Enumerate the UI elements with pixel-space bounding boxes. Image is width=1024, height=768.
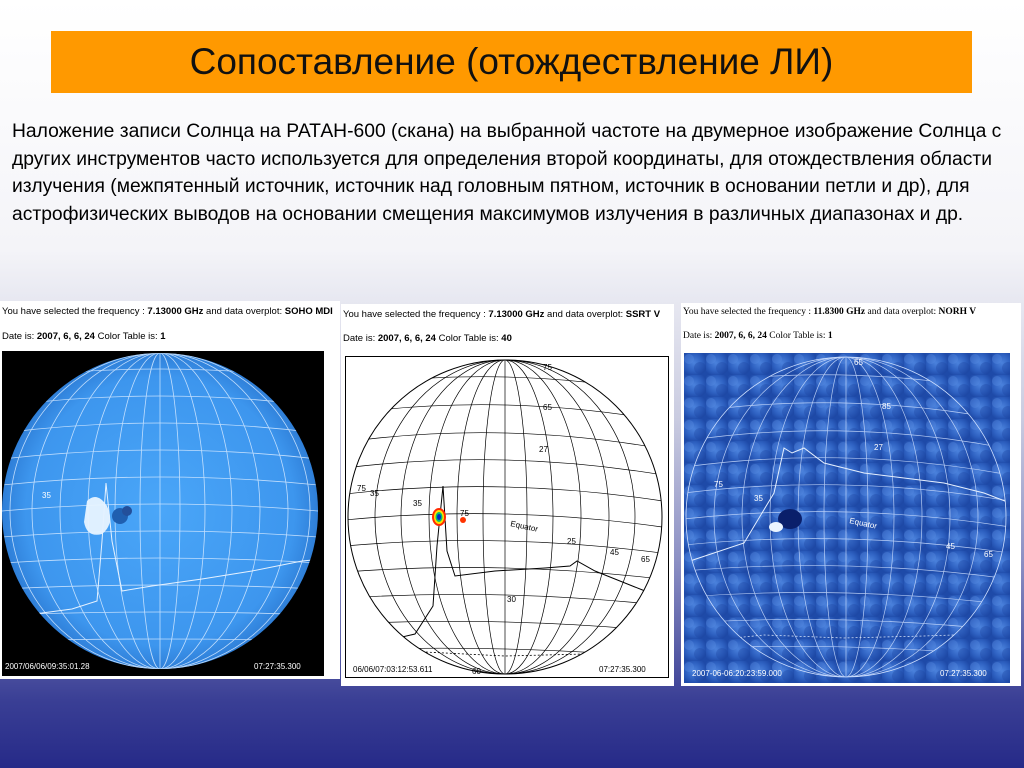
grid-label: 30 (507, 595, 516, 604)
date-prefix: Date is: (2, 331, 37, 342)
date-line (2, 331, 166, 342)
ct-prefix: Color Table is: (94, 331, 161, 342)
overplot-value: SSRT V (625, 309, 661, 320)
grid-label: 35 (42, 491, 51, 500)
overplot-prefix: and data overplot: (544, 309, 626, 320)
ct-prefix: Color Table is: (766, 331, 828, 341)
ct-value: 1 (827, 331, 833, 341)
freq-prefix: You have selected the frequency : (2, 306, 148, 317)
grid-label: 65 (854, 358, 863, 367)
grid-label: 75 (357, 484, 366, 493)
grid-label: 45 (610, 548, 619, 557)
date-prefix: Date is: (683, 331, 715, 341)
ct-value: 40 (501, 333, 512, 344)
freq-prefix: You have selected the frequency : (343, 309, 489, 320)
equator-label: Equator (848, 516, 878, 531)
sun-image-ssrt (345, 356, 669, 678)
grid-label: 75 (460, 509, 469, 518)
grid-label: 25 (567, 537, 576, 546)
timestamp-left: 06/06/07:03:12:53.611 (353, 665, 433, 674)
panel-soho-mdi (0, 301, 340, 679)
title-bar (51, 31, 972, 93)
date-value: 2007, 6, 6, 24 (714, 331, 767, 341)
timestamp-left: 2007-06-06:20:23:59.000 (692, 669, 782, 678)
grid-label: 60 (472, 667, 481, 676)
timestamp-right: 07:27:35.300 (254, 662, 301, 671)
frequency-line (683, 307, 976, 317)
timestamp-left: 2007/06/06/09:35:01.28 (5, 662, 90, 671)
panel-norh-v (681, 303, 1021, 686)
date-prefix: Date is: (343, 333, 378, 344)
grid-label: 85 (882, 402, 891, 411)
overplot-prefix: and data overplot: (865, 307, 939, 317)
body-paragraph: Наложение записи Солнца на РАТАН-600 (скана) на выбранной частоте на двумерное изображение Солнца с других инструментов часто используется для определения второй координаты, для отождествления области излучения (межпятенный источник, источник над головным пятном, источник в основании петли и др), для астрофизических выводов на основании смещения максимумов излучения в различных диапазонах и др. (12, 121, 1002, 225)
frequency-line (2, 306, 333, 317)
grid-label: 35 (370, 489, 379, 498)
date-line (343, 333, 512, 344)
grid-label: 27 (539, 445, 548, 454)
overplot-value: SOHO MDI (284, 306, 333, 317)
timestamp-right: 07:27:35.300 (599, 665, 646, 674)
freq-value: 11.8300 GHz (813, 307, 866, 317)
date-value: 2007, 6, 6, 24 (377, 333, 436, 344)
grid-label: 27 (874, 443, 883, 452)
grid-label: 65 (984, 550, 993, 559)
grid-label: 65 (641, 555, 650, 564)
freq-prefix: You have selected the frequency : (683, 307, 814, 317)
ct-prefix: Color Table is: (435, 333, 502, 344)
date-line (683, 331, 833, 341)
date-value: 2007, 6, 6, 24 (36, 331, 95, 342)
radio-source-bright (769, 522, 783, 532)
grid-label: 75 (543, 363, 552, 372)
grid-label: 45 (946, 542, 955, 551)
grid-label: 35 (413, 499, 422, 508)
overplot-value: NORH V (938, 307, 977, 317)
grid-label: 75 (714, 480, 723, 489)
slide-title: Сопоставление (отождествление ЛИ) (189, 41, 834, 82)
equator-label: Equator (509, 519, 539, 534)
freq-value: 7.13000 GHz (147, 306, 204, 317)
timestamp-right: 07:27:35.300 (940, 669, 987, 678)
grid-label: 65 (543, 403, 552, 412)
frequency-line (343, 309, 660, 320)
panel-ssrt-v (341, 304, 674, 686)
freq-value: 7.13000 GHz (488, 309, 545, 320)
overplot-prefix: and data overplot: (203, 306, 285, 317)
sun-image-norh (684, 353, 1010, 683)
grid-label: 35 (754, 494, 763, 503)
ct-value: 1 (160, 331, 166, 342)
sun-image-soho (2, 351, 324, 676)
